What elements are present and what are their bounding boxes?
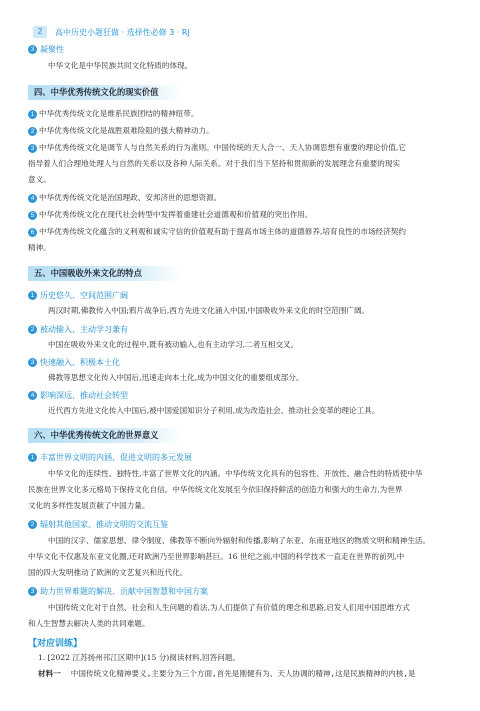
list-item-text: 中华优秀传统文化是调节人与自然关系的行为准则。中国传统的天人合一、天人协调思想有重要的理论价值,它 xyxy=(39,143,406,152)
number-badge: 3 xyxy=(28,358,37,367)
paragraph: 两汉时期,佛教传入中国;鸦片战争后,西方先进文化涌入中国,中国吸收外来文化的时空范围广阔。 xyxy=(48,306,370,315)
subheading xyxy=(28,586,208,597)
question-1: 1. [2022 江苏扬州邗江区期中](15 分)阅读材料,回答问题。 xyxy=(38,653,241,662)
list-item-continuation: 精神。 xyxy=(28,243,51,252)
subheading xyxy=(28,324,128,335)
book-title: 高中历史小题狂做 · 选择性必修 3 · RJ xyxy=(55,27,190,37)
subheading-cohesion xyxy=(28,44,64,55)
material-1 xyxy=(38,668,416,679)
number-badge: 2 xyxy=(28,520,37,529)
list-item-continuation: 意义。 xyxy=(28,175,51,184)
number-badge: 2 xyxy=(28,127,37,136)
subheading xyxy=(28,452,192,463)
subheading xyxy=(28,357,120,368)
subheading xyxy=(28,290,128,301)
list-item xyxy=(28,126,214,136)
number-badge: 1 xyxy=(28,291,37,300)
number-badge: 4 xyxy=(28,194,37,203)
list-item xyxy=(28,109,198,119)
page-header xyxy=(33,25,190,39)
paragraph-line: 中华文化的连续性、独特性,丰富了世界文化的内涵。中华传统文化具有的包容性、开放性、融合性的特质使中华 xyxy=(48,469,423,478)
list-item xyxy=(28,193,221,203)
list-item xyxy=(28,210,312,220)
material-label: 材料一 xyxy=(38,669,61,678)
subheading-title: 影响深远、推动社会转型 xyxy=(40,391,128,400)
paragraph-line: 中国的汉字、儒家思想、律令制度、佛教等不断向外辐射和传播,影响了东亚、东南亚地区的物质文明和精神生活。 xyxy=(48,536,431,545)
training-heading: 【对应训练】 xyxy=(28,639,83,649)
subheading xyxy=(28,519,168,530)
number-badge: 3 xyxy=(28,587,37,596)
section-heading-4: 四、中华优秀传统文化的现实价值 xyxy=(28,85,182,100)
material-text: 中国传统文化精神要义,主要分为三个方面,首先是刚健有为、天人协调的精神,这是民族精神的内核,是 xyxy=(70,669,416,678)
subheading-title: 快速融入、积极本土化 xyxy=(40,358,120,367)
subheading-title: 丰富世界文明的内涵、促进文明的多元发展 xyxy=(40,453,192,462)
list-item-text: 中华优秀传统文化是战胜艰难险阻的强大精神动力。 xyxy=(39,126,214,135)
number-badge: 1 xyxy=(28,453,37,462)
paragraph-line: 中国传统文化对于自然、社会和人生问题的看法,为人们提供了有价值的理念和思路,启发人们用中国思维方式 xyxy=(48,603,410,612)
list-item-text: 中华优秀传统文化是治国理政、安邦济世的思想资源。 xyxy=(39,193,222,202)
paragraph-line: 民族在世界文化多元格局下保持文化自信。中华传统文化发展至今依旧保持鲜活的创造力和强大的生命力,为世界 xyxy=(28,485,403,494)
paragraph: 中华文化是中华民族共同文化特质的体现。 xyxy=(48,61,193,70)
paragraph: 近代西方先进文化传入中国后,被中国爱国知识分子利用,成为改造社会、推动社会变革的理论工具。 xyxy=(48,406,380,415)
list-item-text: 中华优秀传统文化蕴含的义利观和诚实守信的价值观有助于提高市场主体的道德修养,培育良性的市场经济契约 xyxy=(39,227,406,236)
paragraph: 佛教等思想文化传入中国后,迅速走向本土化,成为中国文化的重要组成部分。 xyxy=(48,373,304,382)
subheading-title: 辐射其他国家、推动文明的交流互鉴 xyxy=(40,520,168,529)
page-number: 2 xyxy=(33,26,47,38)
number-badge: 3 xyxy=(28,45,37,54)
list-item xyxy=(28,143,406,153)
number-badge: 4 xyxy=(28,391,37,400)
paragraph-line: 国的四大发明推动了欧洲的文艺复兴和近代化。 xyxy=(28,568,188,577)
list-item-text: 中华优秀传统文化是维系民族团结的精神纽带。 xyxy=(39,109,199,118)
number-badge: 1 xyxy=(28,110,37,119)
section-heading-6: 六、中华优秀传统文化的世界意义 xyxy=(28,428,182,443)
paragraph-line: 中华文化不仅惠及东亚文化圈,还对欧洲乃至世界影响甚巨。16 世纪之前,中国的科学技术一直走在世界的前列,中 xyxy=(28,552,405,561)
number-badge: 3 xyxy=(28,144,37,153)
number-badge: 5 xyxy=(28,211,37,220)
section-heading-5: 五、中国吸收外来文化的特点 xyxy=(28,266,182,281)
subheading-title: 助力世界难题的解决、贡献中国智慧和中国方案 xyxy=(40,587,208,596)
subheading-title: 被动输入、主动学习兼有 xyxy=(40,325,128,334)
list-item xyxy=(28,227,406,237)
number-badge: 2 xyxy=(28,325,37,334)
list-item-text: 中华优秀传统文化在现代社会转型中发挥着重建社会道德观和价值观的突出作用。 xyxy=(39,210,313,219)
paragraph-line: 和人生智慧去解决人类的共同难题。 xyxy=(28,619,150,628)
paragraph: 中国在吸收外来文化的过程中,既有被动输入,也有主动学习,二者互相交叉。 xyxy=(48,340,299,349)
paragraph-line: 文化的多样性发展贡献了中国力量。 xyxy=(28,501,150,510)
subheading xyxy=(28,390,128,401)
subheading-title: 历史悠久、空间范围广阔 xyxy=(40,291,128,300)
number-badge: 6 xyxy=(28,228,37,237)
list-item-continuation: 指导着人们合理地处理人与自然的关系以及各种人际关系。对于我们当下坚持和贯彻新的发展理念有重要的现实 xyxy=(28,159,401,168)
subheading-title: 凝聚性 xyxy=(40,45,64,54)
